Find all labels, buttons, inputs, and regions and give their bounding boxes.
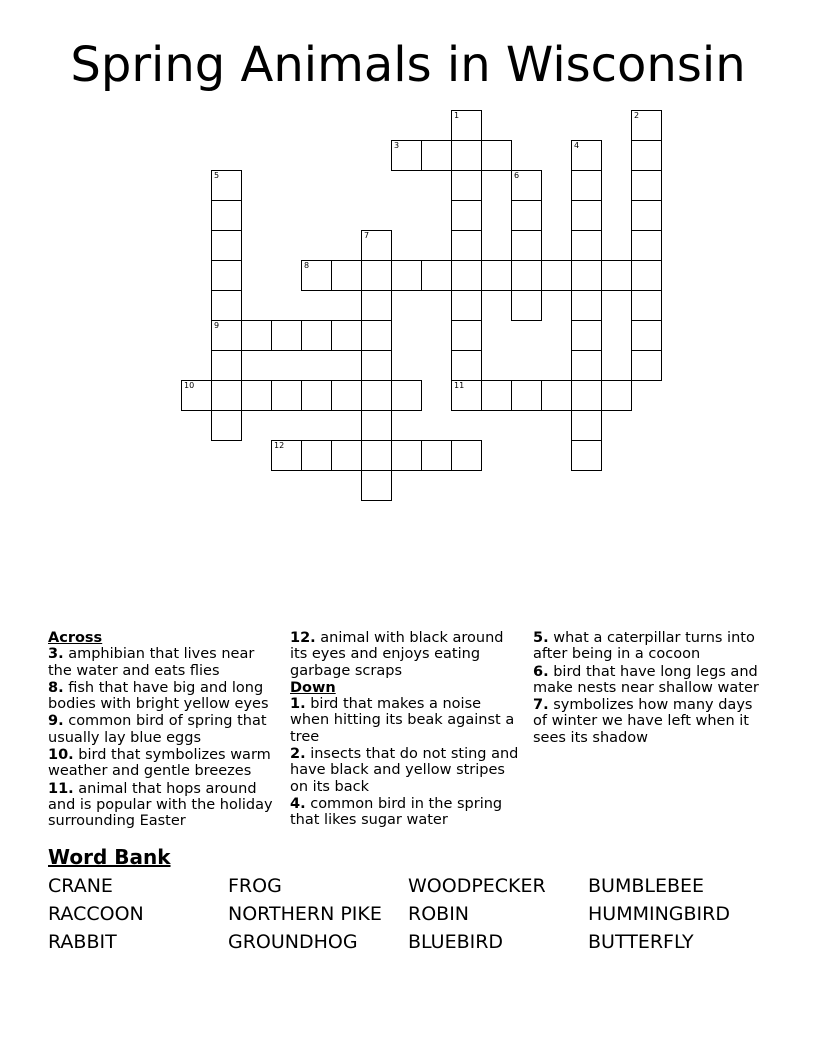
word-bank-word: BLUEBIRD xyxy=(408,931,504,953)
grid-cell[interactable] xyxy=(571,290,602,321)
clue-down-5: 5. what a caterpillar turns into after being in a cocoon xyxy=(533,630,755,663)
grid-cell[interactable] xyxy=(571,440,602,471)
grid-cell[interactable] xyxy=(571,260,602,291)
grid-cell[interactable] xyxy=(511,230,542,261)
clue-down-1: 1. bird that makes a noise when hitting its beak against a tree xyxy=(290,696,515,745)
grid-cell[interactable] xyxy=(361,470,392,501)
grid-cell[interactable] xyxy=(301,440,332,471)
grid-cell[interactable] xyxy=(631,350,662,381)
clue-down-2: 2. insects that do not sting and have black and yellow stripes on its back xyxy=(290,746,519,795)
grid-cell[interactable] xyxy=(211,320,242,351)
grid-cell[interactable] xyxy=(211,350,242,381)
word-bank-title: Word Bank xyxy=(48,845,171,869)
grid-cell[interactable] xyxy=(541,380,572,411)
clue-down-4: 4. common bird in the spring that likes sugar water xyxy=(290,795,503,829)
grid-cell[interactable] xyxy=(361,260,392,291)
grid-cell[interactable] xyxy=(181,380,212,411)
clues-column-3 xyxy=(533,630,765,747)
grid-cell[interactable] xyxy=(631,230,662,261)
grid-cell[interactable] xyxy=(541,260,572,291)
clue-across-8: 8. fish that have big and long bodies with bright yellow eyes xyxy=(48,679,269,713)
grid-cell[interactable] xyxy=(211,170,242,201)
word-bank-word: WOODPECKER xyxy=(408,875,546,897)
grid-cell[interactable] xyxy=(301,320,332,351)
grid-cell[interactable] xyxy=(571,200,602,231)
clue-number: 1 xyxy=(454,111,460,120)
grid-cell[interactable] xyxy=(211,230,242,261)
grid-cell[interactable] xyxy=(451,110,482,141)
grid-cell[interactable] xyxy=(391,440,422,471)
grid-cell[interactable] xyxy=(421,440,452,471)
grid-cell[interactable] xyxy=(481,140,512,171)
grid-cell[interactable] xyxy=(631,290,662,321)
clue-number: 12 xyxy=(274,441,285,450)
grid-cell[interactable] xyxy=(631,110,662,141)
grid-cell[interactable] xyxy=(361,350,392,381)
grid-cell[interactable] xyxy=(631,170,662,201)
grid-cell[interactable] xyxy=(211,290,242,321)
grid-cell[interactable] xyxy=(271,440,302,471)
grid-cell[interactable] xyxy=(421,140,452,171)
clue-number: 6 xyxy=(514,171,520,180)
clue-number: 4 xyxy=(574,141,580,150)
crossword-grid xyxy=(0,0,816,520)
grid-cell[interactable] xyxy=(571,410,602,441)
grid-cell[interactable] xyxy=(511,200,542,231)
clue-across-9: 9. common bird of spring that usually lay blue eggs xyxy=(48,713,267,746)
clue-across-3: 3. amphibian that lives near the water and eats flies xyxy=(48,646,255,679)
puzzle-title: Spring Animals in Wisconsin xyxy=(70,37,746,93)
clue-across-12: 12. animal with black around its eyes and enjoys eating garbage scraps xyxy=(290,630,504,679)
grid-cell[interactable] xyxy=(421,260,452,291)
grid-cell[interactable] xyxy=(301,380,332,411)
clue-across-11: 11. animal that hops around and is popular with the holiday surrounding Easter xyxy=(48,780,273,830)
grid-cell[interactable] xyxy=(511,260,542,291)
grid-cell[interactable] xyxy=(511,290,542,321)
grid-cell[interactable] xyxy=(391,380,422,411)
clue-number: 3 xyxy=(394,141,400,150)
grid-cell[interactable] xyxy=(361,320,392,351)
clue-down-7: 7. symbolizes how many days of winter we have left when it sees its shadow xyxy=(533,697,753,746)
word-bank-word: NORTHERN PIKE xyxy=(228,903,382,925)
grid-cell[interactable] xyxy=(331,440,362,471)
grid-cell[interactable] xyxy=(331,320,362,351)
grid-cell[interactable] xyxy=(241,320,272,351)
grid-cell[interactable] xyxy=(451,170,482,201)
grid-cell[interactable] xyxy=(571,230,602,261)
down-heading: Down xyxy=(290,679,336,696)
grid-cell[interactable] xyxy=(361,230,392,261)
grid-cell[interactable] xyxy=(451,230,482,261)
grid-cell[interactable] xyxy=(631,140,662,171)
grid-cell[interactable] xyxy=(211,200,242,231)
clue-number: 2 xyxy=(634,111,640,120)
clue-number: 5 xyxy=(214,171,220,180)
grid-cell[interactable] xyxy=(211,260,242,291)
clue-number: 11 xyxy=(454,381,465,390)
word-bank-word: RACCOON xyxy=(48,903,144,925)
clue-down-6: 6. bird that have long legs and make nests near shallow water xyxy=(533,663,759,696)
grid-cell[interactable] xyxy=(271,380,302,411)
word-bank-word: CRANE xyxy=(48,875,113,897)
grid-cell[interactable] xyxy=(361,380,392,411)
grid-cell[interactable] xyxy=(601,380,632,411)
grid-cell[interactable] xyxy=(391,260,422,291)
grid-cell[interactable] xyxy=(631,200,662,231)
grid-cell[interactable] xyxy=(571,350,602,381)
clue-number: 8 xyxy=(304,261,310,270)
clue-number: 10 xyxy=(184,381,195,390)
grid-cell[interactable] xyxy=(331,380,362,411)
grid-cell[interactable] xyxy=(511,380,542,411)
grid-cell[interactable] xyxy=(451,440,482,471)
word-bank-word: GROUNDHOG xyxy=(228,931,358,953)
grid-cell[interactable] xyxy=(451,320,482,351)
word-bank-word: BUMBLEBEE xyxy=(588,875,705,897)
grid-cell[interactable] xyxy=(241,380,272,411)
grid-cell[interactable] xyxy=(571,320,602,351)
grid-cell[interactable] xyxy=(451,200,482,231)
grid-cell[interactable] xyxy=(571,380,602,411)
grid-cell[interactable] xyxy=(361,440,392,471)
grid-cell[interactable] xyxy=(211,380,242,411)
grid-cell[interactable] xyxy=(631,260,662,291)
grid-cell[interactable] xyxy=(571,170,602,201)
across-heading: Across xyxy=(48,630,103,646)
grid-cell[interactable] xyxy=(481,260,512,291)
clue-number: 7 xyxy=(364,231,370,240)
grid-cell[interactable] xyxy=(481,380,512,411)
grid-cell[interactable] xyxy=(391,140,422,171)
grid-cell[interactable] xyxy=(601,260,632,291)
grid-cell[interactable] xyxy=(331,260,362,291)
grid-cell[interactable] xyxy=(451,350,482,381)
grid-cell[interactable] xyxy=(271,320,302,351)
grid-cell[interactable] xyxy=(631,320,662,351)
word-bank-word: FROG xyxy=(228,875,282,897)
grid-cell[interactable] xyxy=(571,140,602,171)
grid-cell[interactable] xyxy=(361,290,392,321)
grid-cell[interactable] xyxy=(451,140,482,171)
clue-across-10: 10. bird that symbolizes warm weather and gentle breezes xyxy=(48,747,271,780)
word-bank-word: ROBIN xyxy=(408,903,470,925)
word-bank-word: BUTTERFLY xyxy=(588,931,694,953)
grid-cell[interactable] xyxy=(511,170,542,201)
clue-number: 9 xyxy=(214,321,220,330)
clues-column-1 xyxy=(48,630,280,831)
grid-cell[interactable] xyxy=(451,290,482,321)
clues-column-2 xyxy=(290,630,522,830)
grid-cell[interactable] xyxy=(301,260,332,291)
word-bank-word: RABBIT xyxy=(48,931,117,953)
grid-cell[interactable] xyxy=(211,410,242,441)
grid-cell[interactable] xyxy=(451,380,482,411)
grid-cell[interactable] xyxy=(361,410,392,441)
word-bank-word: HUMMINGBIRD xyxy=(588,903,730,925)
grid-cell[interactable] xyxy=(451,260,482,291)
